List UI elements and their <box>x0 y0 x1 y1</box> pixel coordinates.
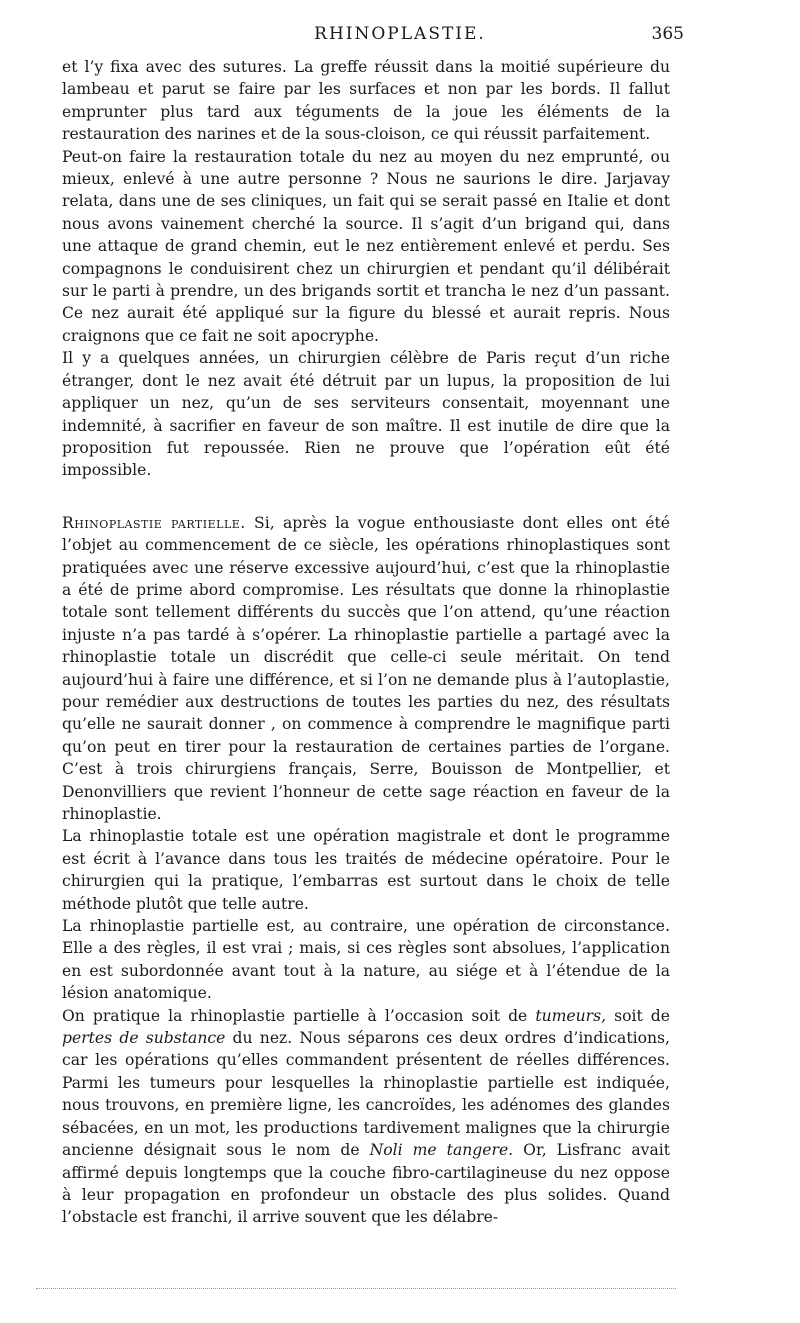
paragraph: Peut-on faire la restauration totale du nez au moyen du nez emprunté, ou mieux, enlevé à une autre personne ? Nous ne saurions le dire. Jarjavay relata, dans une de ses cliniques, un fait qui se serait passé en Italie et dont nous avons vainement cherché la source. Il s’agit d’un brigand qui, dans une attaque de grand chemin, eut le nez entièrement enlevé et perdu. Ses compagnons le conduisirent chez un chirurgien et pendant qu’il délibérait sur le parti à prendre, un des brigands sortit et trancha le nez d’un passant. Ce nez aurait été appliqué sur la figure du blessé et aurait repris. Nous craignons que ce fait ne soit apocryphe. <box>62 147 670 345</box>
paragraph: La rhinoplastie totale est une opération magistrale et dont le programme est écrit à l’avance dans tous les traités de médecine opératoire. Pour le chirurgien qui la pratique, l’embarras est surtout dans le choix de telle méthode plutôt que telle autre. <box>62 827 670 913</box>
emphasis: tumeurs, <box>535 1006 607 1025</box>
section-paragraph <box>62 512 670 826</box>
text-run: Or, Lisfranc avait affirmé depuis longtemps que la couche fibro-cartilagineuse du nez oppose à leur propagation en profondeur un obstacle des plus solides. Quand l’obstacle est franchi, il arrive souvent que les délabre- <box>62 1141 670 1227</box>
paragraph: Il y a quelques années, un chirurgien célèbre de Paris reçut d’un riche étranger, dont le nez avait été détruit par un lupus, la proposition de lui appliquer un nez, qu’un de ses serviteurs consentait, moyennant une indemnité, à sacrifier en faveur de son maître. Il est inutile de dire que la proposition fut repoussée. Rien ne prouve que l’opération eût été impossible. <box>62 349 670 480</box>
text-run: soit de <box>606 1006 670 1025</box>
section-heading: Rhinoplastie partielle. <box>62 513 246 532</box>
paragraph: La rhinoplastie partielle est, au contraire, une opération de circonstance. Elle a des règles, il est vrai ; mais, si ces règles sont absolues, l’application en est subordonnée avant tout à la nature, au siége et à l’étendue de la lésion anatomique. <box>62 917 670 1003</box>
page-number: 365 <box>651 24 684 44</box>
paragraph <box>62 1005 670 1229</box>
body-text <box>62 56 670 1229</box>
emphasis: Noli me tangere. <box>369 1141 514 1160</box>
running-title: RHINOPLASTIE. <box>314 24 486 44</box>
emphasis: pertes de substance <box>62 1029 226 1048</box>
running-head <box>0 24 800 50</box>
bottom-rule <box>36 1288 676 1289</box>
text-run: du nez. Nous séparons ces deux ordres d’indications, car les opérations qu’elles commandent présentent de réelles différences. Parmi les tumeurs pour lesquelles la rhinoplastie partielle est indiquée, nous trouvons, en première ligne, les cancroïdes, les adénomes des glandes sébacées, en un mot, les productions tardivement malignes que la chirurgie ancienne désignait sous le nom de <box>62 1029 670 1160</box>
section-text: Si, après la vogue enthousiaste dont elles ont été l’objet au commencement de ce siècle, les opérations rhinoplastiques sont pratiquées avec une réserve excessive aujourd’hui, c’est que la rhinoplastie a été de prime abord compromise. Les résultats que donne la rhinoplastie totale sont tellement différents du succès que l’on attend, qu’une réaction injuste n’a pas tardé à s’opérer. La rhinoplastie partielle a partagé avec la rhinoplastie totale un discrédit que celle-ci seule méritait. On tend aujourd’hui à faire une différence, et si l’on ne demande plus à l’autoplastie, pour remédier aux destructions de toutes les parties du nez, des résultats qu’elle ne saurait donner , on commence à comprendre le magnifique parti qu’on peut en tirer pour la restauration de certaines parties de l’organe. C’est à trois chirurgiens français, Serre, Bouisson de Montpellier, et Denonvilliers que revient l’honneur de cette sage réaction en faveur de la rhinoplastie. <box>62 513 670 823</box>
text-run: On pratique la rhinoplastie partielle à l’occasion soit de <box>62 1006 536 1025</box>
paragraph: et l’y fixa avec des sutures. La greffe réussit dans la moitié supérieure du lambeau et parut se faire par les surfaces et non par les bords. Il fallut emprunter plus tard aux téguments de la joue les éléments de la restauration des narines et de la sous-cloison, ce qui réussit parfaitement. <box>62 58 670 144</box>
